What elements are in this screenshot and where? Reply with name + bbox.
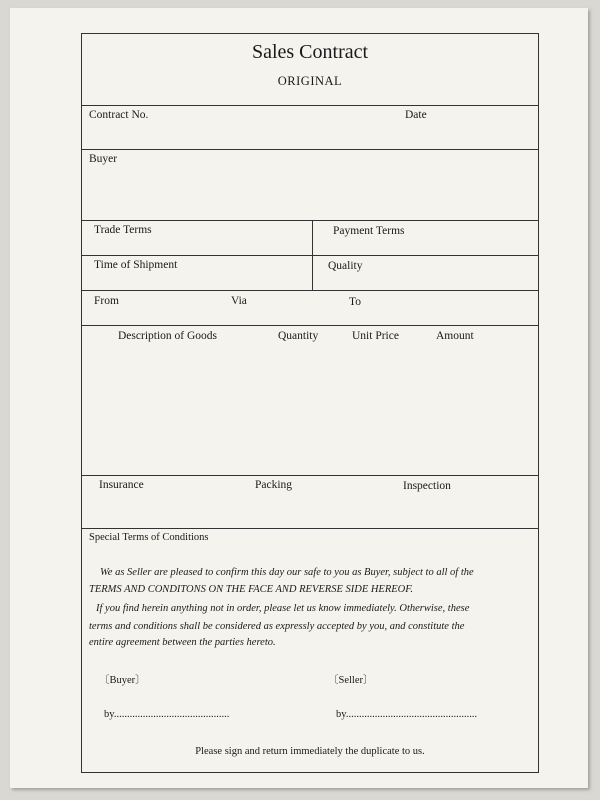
column-divider <box>312 220 313 290</box>
quantity-header: Quantity <box>278 330 319 342</box>
buyer-label: Buyer <box>89 153 118 165</box>
date-label: Date <box>405 109 427 121</box>
divider <box>82 220 538 221</box>
divider <box>82 105 538 106</box>
time-of-shipment-label: Time of Shipment <box>94 259 178 271</box>
terms-paragraph-line: If you find herein anything not in order, please let us know immediately. Otherwise, these <box>96 603 470 614</box>
terms-paragraph-line: entire agreement between the parties hereto. <box>89 637 276 648</box>
from-label: From <box>94 295 119 307</box>
divider <box>82 255 538 256</box>
footer-instruction: Please sign and return immediately the duplicate to us. <box>195 746 425 757</box>
divider <box>82 149 538 150</box>
buyer-signature-line[interactable]: by............................................ <box>104 709 230 720</box>
divider <box>82 475 538 476</box>
contract-no-label: Contract No. <box>89 109 149 121</box>
to-label: To <box>349 296 361 308</box>
seller-signature-label: 〔Seller〕 <box>328 675 374 686</box>
payment-terms-label: Payment Terms <box>333 225 405 237</box>
description-of-goods-header: Description of Goods <box>118 330 218 342</box>
via-label: Via <box>231 295 247 307</box>
inspection-label: Inspection <box>403 480 451 492</box>
divider <box>82 528 538 529</box>
page-subtitle: ORIGINAL <box>277 74 343 88</box>
unit-price-header: Unit Price <box>352 330 399 342</box>
terms-paragraph-line: TERMS AND CONDITONS ON THE FACE AND REVERSE SIDE HEREOF. <box>89 584 413 595</box>
contract-paper <box>10 8 588 788</box>
special-terms-heading: Special Terms of Conditions <box>89 532 209 543</box>
divider <box>82 325 538 326</box>
amount-header: Amount <box>436 330 474 342</box>
page-title: Sales Contract <box>251 41 369 63</box>
terms-paragraph-line: We as Seller are pleased to confirm this day our safe to you as Buyer, subject to all of the <box>100 567 474 578</box>
quality-label: Quality <box>328 260 363 272</box>
seller-signature-line[interactable]: by.................................................. <box>336 709 478 720</box>
divider <box>82 290 538 291</box>
terms-paragraph-line: terms and conditions shall be considered as expressly accepted by you, and constitute the <box>89 621 465 632</box>
trade-terms-label: Trade Terms <box>94 224 152 236</box>
sales-contract-form <box>81 33 539 773</box>
packing-label: Packing <box>255 479 293 491</box>
insurance-label: Insurance <box>99 479 144 491</box>
buyer-signature-label: 〔Buyer〕 <box>99 675 146 686</box>
